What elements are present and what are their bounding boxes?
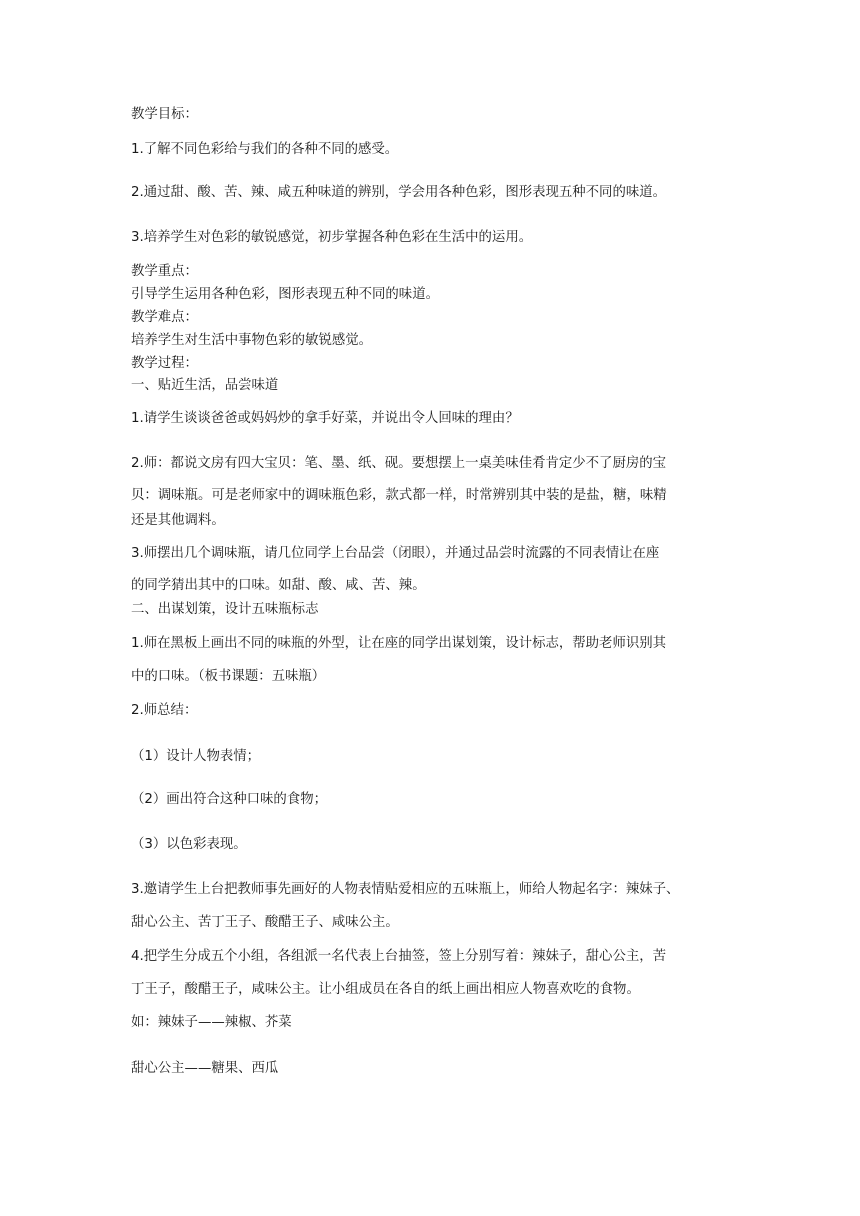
summary-item-3: （3）以色彩表现。 <box>131 837 247 852</box>
step-2-1-line-1: 1.师在黑板上画出不同的味瓶的外型，让在座的同学出谋划策，设计标志，帮助老师识别其 <box>131 636 667 651</box>
difficulty-text: 培养学生对生活中事物色彩的敏锐感觉。 <box>131 333 373 348</box>
step-1-2-line-2: 贝：调味瓶。可是老师家中的调味瓶色彩，款式都一样，时常辨别其中装的是盐，糖，味精 <box>131 488 667 503</box>
goal-item-2: 2.通过甜、酸、苦、辣、咸五种味道的辨别，学会用各种色彩，图形表现五种不同的味道。 <box>131 185 667 200</box>
section-2-title: 二、出谋划策，设计五味瓶标志 <box>131 602 319 617</box>
heading-process: 教学过程： <box>131 356 198 371</box>
example-1: 如：辣妹子——辣椒、芥菜 <box>131 1015 292 1030</box>
heading-difficulties: 教学难点： <box>131 310 198 325</box>
step-1-3-line-2: 的同学猜出其中的口味。如甜、酸、咸、苦、辣。 <box>131 578 426 593</box>
step-1-2-line-3: 还是其他调料。 <box>131 513 225 528</box>
step-2-3-line-1: 3.邀请学生上台把教师事先画好的人物表情贴爱相应的五味瓶上，师给人物起名字：辣妹子、 <box>131 882 680 897</box>
goal-item-3: 3.培养学生对色彩的敏锐感觉，初步掌握各种色彩在生活中的运用。 <box>131 230 533 245</box>
heading-teaching-goals: 教学目标： <box>131 107 198 122</box>
step-2-2: 2.师总结： <box>131 703 198 718</box>
step-2-4-line-1: 4.把学生分成五个小组，各组派一名代表上台抽签，签上分别写着：辣妹子，甜心公主，苦 <box>131 949 667 964</box>
step-1-2-line-1: 2.师：都说文房有四大宝贝：笔、墨、纸、砚。要想摆上一桌美味佳肴肯定少不了厨房的宝 <box>131 456 667 471</box>
summary-item-2: （2）画出符合这种口味的食物； <box>131 792 327 807</box>
step-1-1: 1.请学生谈谈爸爸或妈妈炒的拿手好菜，并说出令人回味的理由？ <box>131 411 519 426</box>
goal-item-1: 1.了解不同色彩给与我们的各种不同的感受。 <box>131 142 399 157</box>
step-2-4-line-2: 丁王子，酸醋王子，咸味公主。让小组成员在各自的纸上画出相应人物喜欢吃的食物。 <box>131 982 640 997</box>
key-point-text: 引导学生运用各种色彩，图形表现五种不同的味道。 <box>131 287 439 302</box>
section-1-title: 一、贴近生活，品尝味道 <box>131 378 279 393</box>
example-2: 甜心公主——糖果、西瓜 <box>131 1061 279 1076</box>
heading-key-points: 教学重点： <box>131 264 198 279</box>
step-1-3-line-1: 3.师摆出几个调味瓶，请几位同学上台品尝（闭眼），并通过品尝时流露的不同表情让在座 <box>131 546 660 561</box>
step-2-3-line-2: 甜心公主、苦丁王子、酸醋王子、咸味公主。 <box>131 915 399 930</box>
summary-item-1: （1）设计人物表情； <box>131 749 261 764</box>
step-2-1-line-2: 中的口味。（板书课题：五味瓶） <box>131 669 326 684</box>
